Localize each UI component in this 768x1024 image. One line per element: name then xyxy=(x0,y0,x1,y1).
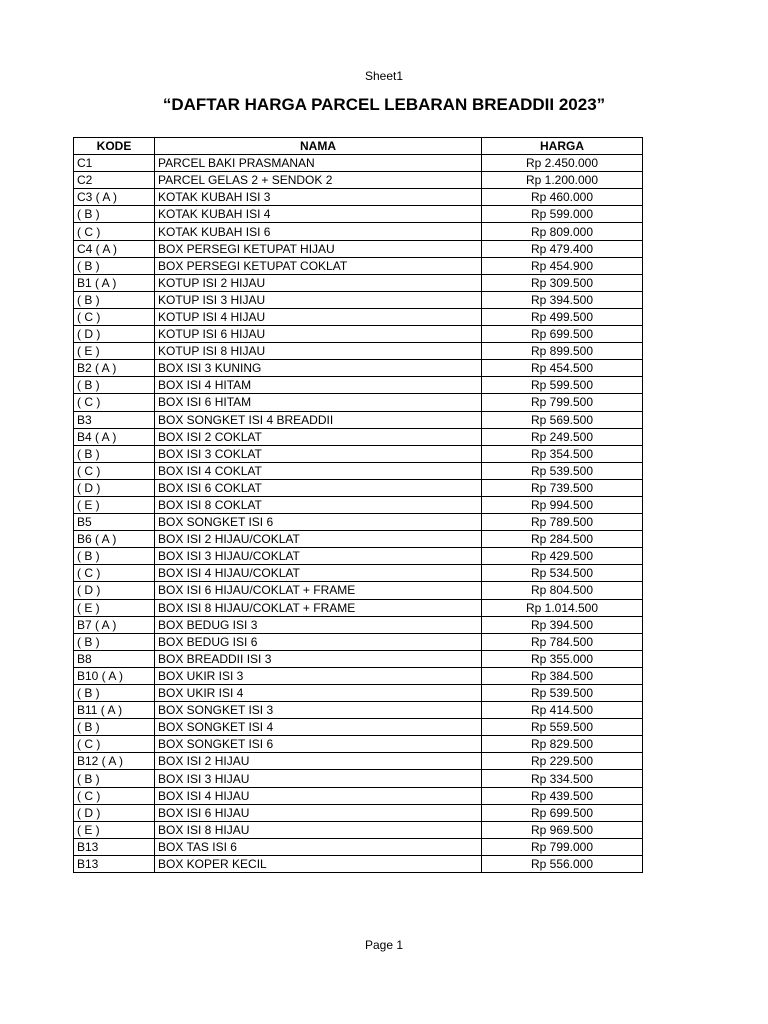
nama-cell: PARCEL GELAS 2 + SENDOK 2 xyxy=(155,172,482,189)
harga-cell: Rp 429.500 xyxy=(482,548,643,565)
kode-cell: B3 xyxy=(74,411,155,428)
kode-cell: ( E ) xyxy=(74,496,155,513)
nama-cell: BOX KOPER KECIL xyxy=(155,855,482,872)
nama-cell: BOX TAS ISI 6 xyxy=(155,838,482,855)
column-header-harga: HARGA xyxy=(482,138,643,155)
kode-cell: ( C ) xyxy=(74,787,155,804)
nama-cell: KOTAK KUBAH ISI 6 xyxy=(155,223,482,240)
nama-cell: BOX ISI 6 COKLAT xyxy=(155,479,482,496)
table-row xyxy=(74,428,643,445)
table-row xyxy=(74,702,643,719)
harga-cell: Rp 539.500 xyxy=(482,685,643,702)
table-row xyxy=(74,514,643,531)
kode-cell: B6 ( A ) xyxy=(74,531,155,548)
harga-cell: Rp 994.500 xyxy=(482,496,643,513)
kode-cell: B5 xyxy=(74,514,155,531)
table-row xyxy=(74,155,643,172)
nama-cell: BOX SONGKET ISI 6 xyxy=(155,736,482,753)
table-row xyxy=(74,223,643,240)
table-row xyxy=(74,565,643,582)
nama-cell: BOX ISI 6 HIJAU/COKLAT + FRAME xyxy=(155,582,482,599)
nama-cell: PARCEL BAKI PRASMANAN xyxy=(155,155,482,172)
kode-cell: ( C ) xyxy=(74,394,155,411)
kode-cell: ( B ) xyxy=(74,633,155,650)
table-row xyxy=(74,291,643,308)
harga-cell: Rp 809.000 xyxy=(482,223,643,240)
table-row xyxy=(74,838,643,855)
kode-cell: B12 ( A ) xyxy=(74,753,155,770)
table-row xyxy=(74,411,643,428)
kode-cell: ( B ) xyxy=(74,291,155,308)
table-row xyxy=(74,240,643,257)
kode-cell: ( E ) xyxy=(74,821,155,838)
kode-cell: ( C ) xyxy=(74,462,155,479)
kode-cell: ( D ) xyxy=(74,804,155,821)
price-table xyxy=(73,137,643,873)
table-row xyxy=(74,599,643,616)
table-row xyxy=(74,394,643,411)
nama-cell: BOX ISI 3 KUNING xyxy=(155,360,482,377)
table-row xyxy=(74,343,643,360)
kode-cell: C4 ( A ) xyxy=(74,240,155,257)
table-row xyxy=(74,377,643,394)
kode-cell: ( D ) xyxy=(74,326,155,343)
table-row xyxy=(74,633,643,650)
table-row xyxy=(74,770,643,787)
harga-cell: Rp 355.000 xyxy=(482,650,643,667)
document-title: “DAFTAR HARGA PARCEL LEBARAN BREADDII 2023” xyxy=(162,95,606,114)
harga-cell: Rp 784.500 xyxy=(482,633,643,650)
nama-cell: BOX PERSEGI KETUPAT COKLAT xyxy=(155,257,482,274)
kode-cell: ( C ) xyxy=(74,223,155,240)
nama-cell: BOX BEDUG ISI 3 xyxy=(155,616,482,633)
nama-cell: BOX ISI 3 COKLAT xyxy=(155,445,482,462)
nama-cell: BOX BREADDII ISI 3 xyxy=(155,650,482,667)
harga-cell: Rp 354.500 xyxy=(482,445,643,462)
table-row xyxy=(74,531,643,548)
nama-cell: BOX ISI 2 HIJAU/COKLAT xyxy=(155,531,482,548)
harga-cell: Rp 309.500 xyxy=(482,274,643,291)
nama-cell: BOX ISI 4 COKLAT xyxy=(155,462,482,479)
kode-cell: ( C ) xyxy=(74,565,155,582)
kode-cell: B7 ( A ) xyxy=(74,616,155,633)
kode-cell: B13 xyxy=(74,838,155,855)
kode-cell: ( B ) xyxy=(74,257,155,274)
nama-cell: BOX ISI 8 HIJAU xyxy=(155,821,482,838)
nama-cell: BOX ISI 6 HITAM xyxy=(155,394,482,411)
table-row xyxy=(74,582,643,599)
table-row xyxy=(74,189,643,206)
column-header-kode: KODE xyxy=(74,138,155,155)
harga-cell: Rp 799.000 xyxy=(482,838,643,855)
harga-cell: Rp 534.500 xyxy=(482,565,643,582)
table-row xyxy=(74,462,643,479)
nama-cell: BOX SONGKET ISI 6 xyxy=(155,514,482,531)
harga-cell: Rp 559.500 xyxy=(482,719,643,736)
harga-cell: Rp 799.500 xyxy=(482,394,643,411)
table-row xyxy=(74,548,643,565)
kode-cell: ( B ) xyxy=(74,377,155,394)
harga-cell: Rp 439.500 xyxy=(482,787,643,804)
kode-cell: ( E ) xyxy=(74,343,155,360)
price-table-body xyxy=(74,155,643,873)
nama-cell: BOX SONGKET ISI 3 xyxy=(155,702,482,719)
nama-cell: KOTUP ISI 4 HIJAU xyxy=(155,308,482,325)
nama-cell: BOX ISI 2 COKLAT xyxy=(155,428,482,445)
harga-cell: Rp 599.500 xyxy=(482,377,643,394)
harga-cell: Rp 539.500 xyxy=(482,462,643,479)
kode-cell: B8 xyxy=(74,650,155,667)
harga-cell: Rp 969.500 xyxy=(482,821,643,838)
harga-cell: Rp 804.500 xyxy=(482,582,643,599)
harga-cell: Rp 384.500 xyxy=(482,667,643,684)
nama-cell: KOTAK KUBAH ISI 4 xyxy=(155,206,482,223)
table-row xyxy=(74,308,643,325)
table-row xyxy=(74,804,643,821)
harga-cell: Rp 2.450.000 xyxy=(482,155,643,172)
table-row xyxy=(74,360,643,377)
harga-cell: Rp 394.500 xyxy=(482,291,643,308)
kode-cell: ( C ) xyxy=(74,308,155,325)
kode-cell: B10 ( A ) xyxy=(74,667,155,684)
harga-cell: Rp 599.000 xyxy=(482,206,643,223)
kode-cell: B1 ( A ) xyxy=(74,274,155,291)
sheet-name: Sheet1 xyxy=(364,69,404,83)
table-row xyxy=(74,685,643,702)
harga-cell: Rp 454.900 xyxy=(482,257,643,274)
table-row xyxy=(74,821,643,838)
nama-cell: BOX ISI 4 HIJAU xyxy=(155,787,482,804)
kode-cell: B11 ( A ) xyxy=(74,702,155,719)
kode-cell: ( B ) xyxy=(74,445,155,462)
harga-cell: Rp 229.500 xyxy=(482,753,643,770)
kode-cell: ( B ) xyxy=(74,685,155,702)
kode-cell: B4 ( A ) xyxy=(74,428,155,445)
nama-cell: KOTUP ISI 6 HIJAU xyxy=(155,326,482,343)
harga-cell: Rp 829.500 xyxy=(482,736,643,753)
kode-cell: ( D ) xyxy=(74,479,155,496)
kode-cell: ( C ) xyxy=(74,736,155,753)
kode-cell: ( B ) xyxy=(74,770,155,787)
table-row xyxy=(74,719,643,736)
harga-cell: Rp 699.500 xyxy=(482,804,643,821)
nama-cell: BOX ISI 3 HIJAU/COKLAT xyxy=(155,548,482,565)
nama-cell: KOTUP ISI 3 HIJAU xyxy=(155,291,482,308)
header-row xyxy=(74,138,643,155)
table-row xyxy=(74,274,643,291)
table-row xyxy=(74,616,643,633)
kode-cell: ( E ) xyxy=(74,599,155,616)
nama-cell: BOX ISI 6 HIJAU xyxy=(155,804,482,821)
table-row xyxy=(74,787,643,804)
nama-cell: BOX SONGKET ISI 4 xyxy=(155,719,482,736)
harga-cell: Rp 454.500 xyxy=(482,360,643,377)
column-header-nama: NAMA xyxy=(155,138,482,155)
harga-cell: Rp 1.200.000 xyxy=(482,172,643,189)
nama-cell: BOX PERSEGI KETUPAT HIJAU xyxy=(155,240,482,257)
nama-cell: BOX ISI 8 COKLAT xyxy=(155,496,482,513)
table-row xyxy=(74,736,643,753)
kode-cell: ( B ) xyxy=(74,719,155,736)
nama-cell: BOX UKIR ISI 4 xyxy=(155,685,482,702)
nama-cell: BOX UKIR ISI 3 xyxy=(155,667,482,684)
nama-cell: KOTAK KUBAH ISI 3 xyxy=(155,189,482,206)
table-row xyxy=(74,326,643,343)
harga-cell: Rp 499.500 xyxy=(482,308,643,325)
table-row xyxy=(74,206,643,223)
table-row xyxy=(74,445,643,462)
harga-cell: Rp 699.500 xyxy=(482,326,643,343)
table-row xyxy=(74,257,643,274)
table-row xyxy=(74,496,643,513)
harga-cell: Rp 249.500 xyxy=(482,428,643,445)
nama-cell: BOX ISI 4 HITAM xyxy=(155,377,482,394)
nama-cell: KOTUP ISI 2 HIJAU xyxy=(155,274,482,291)
page-number: Page 1 xyxy=(364,938,404,952)
kode-cell: C1 xyxy=(74,155,155,172)
kode-cell: B13 xyxy=(74,855,155,872)
nama-cell: BOX ISI 2 HIJAU xyxy=(155,753,482,770)
harga-cell: Rp 739.500 xyxy=(482,479,643,496)
harga-cell: Rp 789.500 xyxy=(482,514,643,531)
harga-cell: Rp 1.014.500 xyxy=(482,599,643,616)
table-row xyxy=(74,479,643,496)
harga-cell: Rp 334.500 xyxy=(482,770,643,787)
harga-cell: Rp 479.400 xyxy=(482,240,643,257)
price-table-header xyxy=(74,138,643,155)
table-row xyxy=(74,753,643,770)
nama-cell: BOX ISI 4 HIJAU/COKLAT xyxy=(155,565,482,582)
table-row xyxy=(74,650,643,667)
nama-cell: BOX ISI 3 HIJAU xyxy=(155,770,482,787)
kode-cell: C3 ( A ) xyxy=(74,189,155,206)
harga-cell: Rp 394.500 xyxy=(482,616,643,633)
table-row xyxy=(74,172,643,189)
kode-cell: ( B ) xyxy=(74,206,155,223)
kode-cell: C2 xyxy=(74,172,155,189)
harga-cell: Rp 284.500 xyxy=(482,531,643,548)
kode-cell: ( D ) xyxy=(74,582,155,599)
kode-cell: ( B ) xyxy=(74,548,155,565)
harga-cell: Rp 414.500 xyxy=(482,702,643,719)
nama-cell: BOX BEDUG ISI 6 xyxy=(155,633,482,650)
table-row xyxy=(74,667,643,684)
kode-cell: B2 ( A ) xyxy=(74,360,155,377)
harga-cell: Rp 569.500 xyxy=(482,411,643,428)
nama-cell: BOX SONGKET ISI 4 BREADDII xyxy=(155,411,482,428)
harga-cell: Rp 899.500 xyxy=(482,343,643,360)
harga-cell: Rp 556.000 xyxy=(482,855,643,872)
harga-cell: Rp 460.000 xyxy=(482,189,643,206)
table-row xyxy=(74,855,643,872)
nama-cell: KOTUP ISI 8 HIJAU xyxy=(155,343,482,360)
nama-cell: BOX ISI 8 HIJAU/COKLAT + FRAME xyxy=(155,599,482,616)
